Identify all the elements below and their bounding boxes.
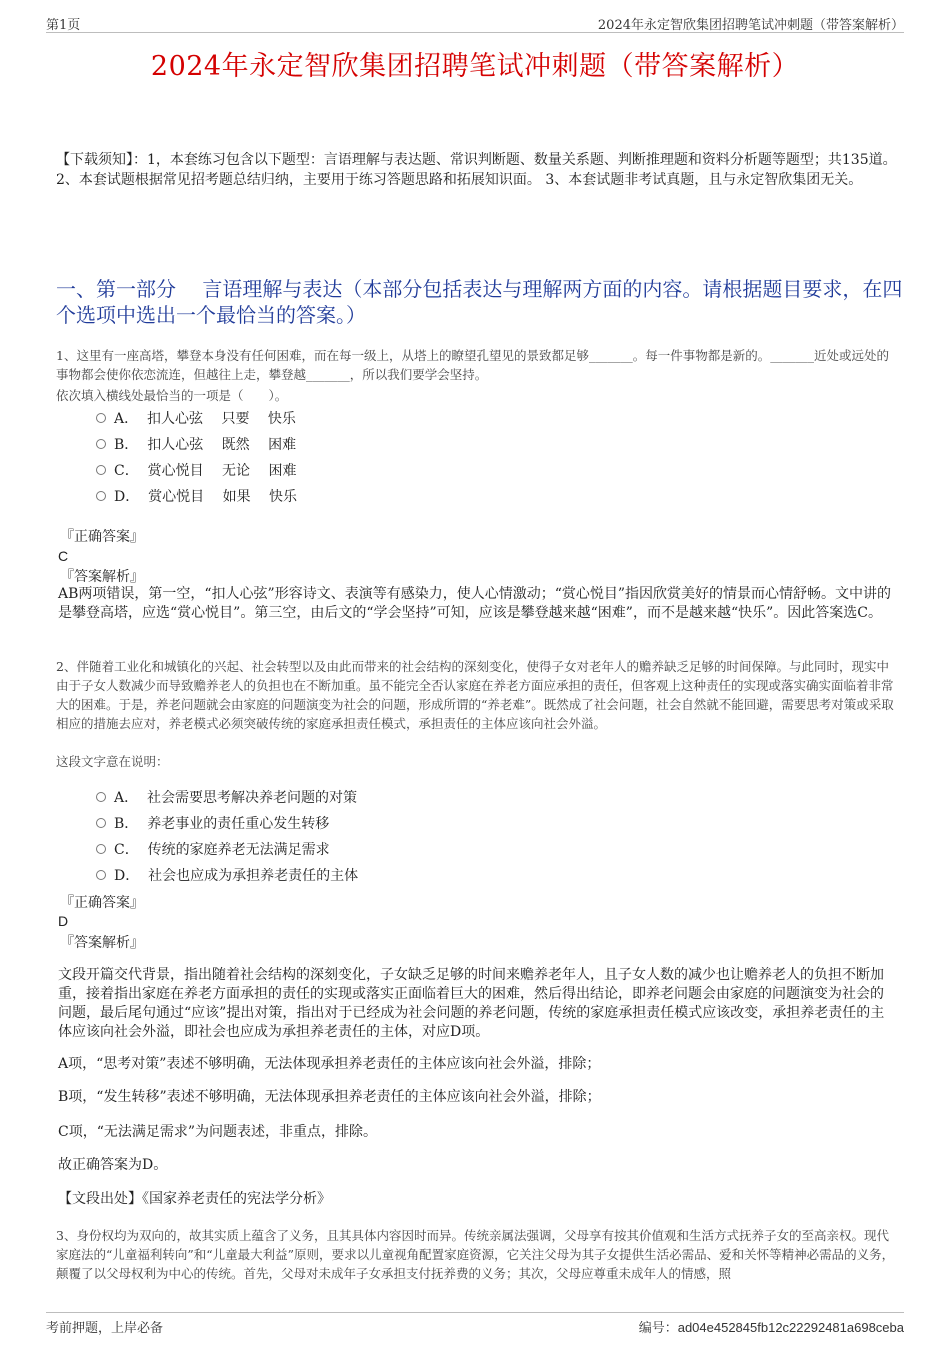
footer-slogan: 考前押题，上岸必备 [46,1321,164,1336]
option-d[interactable]: D． 赏心悦目 如果 快乐 [96,484,297,510]
radio-icon[interactable] [96,792,106,802]
radio-icon[interactable] [96,491,106,501]
question-3-text: 3、身份权均为双向的，故其实质上蕴含了义务，且其具体内容因时而异。传统亲属法强调，父母享有按其价值观和生活方式抚养子女的至高亲权。现代家庭法的“儿童福利转向”和“儿童最大利益”原则，要求以儿童视角配置家庭资源，它关注父母为其子女提供生活必需品、爱和关怀等精神必需品的义务，颠覆了以父母权利为中心的传统。首先，父母对未成年子女承担支付抚养费的义务；其次，父母应尊重未成年人的情感，照 [56,1228,895,1281]
answer-label: 『正确答案』 [60,895,144,911]
explanation-paragraph: A项，“思考对策”表述不够明确，无法体现承担养老责任的主体应该向社会外溢，排除； [58,1056,601,1072]
question-2-options [96,785,358,889]
explanation-paragraph: B项，“发生转移”表述不够明确，无法体现承担养老责任的主体应该向社会外溢，排除； [58,1089,601,1105]
radio-icon[interactable] [96,818,106,828]
source-citation: 【文段出处】《国家养老责任的宪法学分析》 [58,1191,331,1207]
option-b[interactable]: B． 扣人心弦 既然 困难 [96,432,297,458]
radio-icon[interactable] [96,870,106,880]
document-code: 编号：ad04e452845fb12c22292481a698ceba [638,1320,904,1336]
answer-label: 『正确答案』 [60,529,144,545]
page-number: 第1页 [46,18,81,33]
option-c[interactable]: C． 传统的家庭养老无法满足需求 [96,837,358,863]
question-1-prompt: 依次填入横线处最恰当的一项是（ ）。 [56,388,288,403]
question-2-prompt: 这段文字意在说明： [56,754,169,769]
option-a[interactable]: A． 社会需要思考解决养老问题的对策 [96,785,358,811]
answer-value: C [58,548,69,564]
document-title: 2024年永定智欣集团招聘笔试冲刺题（带答案解析） [150,51,800,82]
page-header [46,14,904,33]
option-d[interactable]: D． 社会也应成为承担养老责任的主体 [96,863,358,889]
question-1-text: 1、这里有一座高塔，攀登本身没有任何困难，而在每一级上，从塔上的瞭望孔望见的景致都足够_______。每一件事物都是新的。_______近处或远处的事物都会使你依恋流连，但越往上走，攀登越_______，所以我们要学会坚持。 [56,348,889,382]
page-footer [46,1312,904,1335]
option-b[interactable]: B． 养老事业的责任重心发生转移 [96,811,358,837]
radio-icon[interactable] [96,844,106,854]
explanation-text: AB两项错误，第一空，“扣人心弦”形容诗文、表演等有感染力，使人心情激动；“赏心悦目”指因欣赏美好的情景而心情舒畅。文中讲的是攀登高塔，应选“赏心悦目”。第三空，由后文的“学会坚持”可知，应该是攀登越来越“困难”，而不是越来越“快乐”。因此答案选C。 [58,586,892,621]
question-2-text: 2、伴随着工业化和城镇化的兴起、社会转型以及由此而带来的社会结构的深刻变化，使得子女对老年人的赡养缺乏足够的时间保障。与此同时，现实中由于子女人数减少而导致赡养老人的负担也在不断加重。虽不能完全否认家庭在养老方面应承担的责任，但客观上这种责任的实现或落实确实面临着非常大的困难。于是，养老问题就会由家庭的问题演变为社会的问题，形成所谓的“养老难”。既然成了社会问题，社会自然就不能回避，需要思考对策或采取相应的措施去应对，养老模式必须突破传统的家庭承担责任模式，承担责任的主体应该向社会外溢。 [56,659,894,731]
option-c[interactable]: C． 赏心悦目 无论 困难 [96,458,297,484]
explanation-label: 『答案解析』 [60,935,144,951]
radio-icon[interactable] [96,465,106,475]
section-heading: 一、第一部分 言语理解与表达（本部分包括表达与理解两方面的内容。请根据题目要求，在四个选项中选出一个最恰当的答案。） [56,277,903,327]
download-notice: 【下载须知】：1，本套练习包含以下题型：言语理解与表达题、常识判断题、数量关系题、判断推理题和资料分析题等题型；共135道。 2、本套试题根据常见招考题总结归纳，主要用于练习答题思路和拓展知识面。 3、本套试题非考试真题，且与永定智欣集团无关。 [56,152,897,188]
question-1-options [96,406,297,510]
explanation-paragraph: 文段开篇交代背景，指出随着社会结构的深刻变化，子女缺乏足够的时间来赡养老年人，且子女人数的减少也让赡养老人的负担不断加重，接着指出家庭在养老方面承担的责任的实现或落实正面临着巨大的困难，然后得出结论，即养老问题会由家庭的问题演变为社会的问题，最后尾句通过“应该”提出对策，指出对于已经成为社会问题的养老问题，传统的家庭承担责任模式应该改变，承担养老责任的主体应该向社会外溢，即社会也应成为承担养老责任的主体，对应D项。 [58,967,885,1040]
option-a[interactable]: A． 扣人心弦 只要 快乐 [96,406,297,432]
explanation-paragraph: 故正确答案为D。 [58,1157,168,1173]
explanation-paragraph: C项，“无法满足需求”为问题表述，非重点，排除。 [58,1124,378,1140]
answer-value: D [58,913,69,929]
header-doc-title: 2024年永定智欣集团招聘笔试冲刺题（带答案解析） [597,18,904,33]
radio-icon[interactable] [96,439,106,449]
radio-icon[interactable] [96,413,106,423]
explanation-label: 『答案解析』 [60,569,144,585]
